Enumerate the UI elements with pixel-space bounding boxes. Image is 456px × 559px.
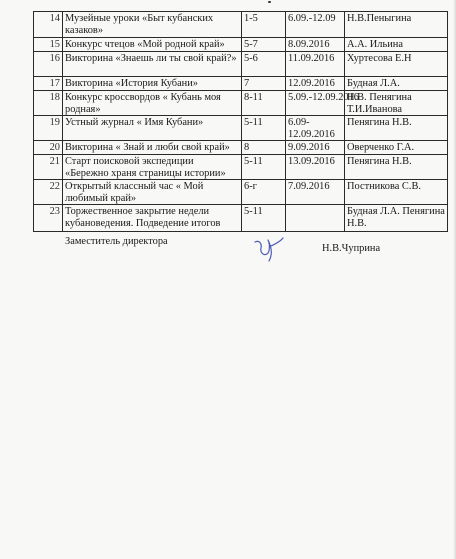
scan-speck [268, 1, 271, 3]
table-row [34, 38, 448, 52]
event-title: Викторина « Знай и люби свой край» [63, 141, 242, 155]
event-title: Викторина «История Кубани» [63, 77, 242, 91]
event-date [286, 205, 345, 232]
grade-range: 5-11 [242, 116, 286, 141]
grade-range: 5-7 [242, 38, 286, 52]
row-number: 19 [34, 116, 63, 141]
event-date: 6.09.-12.09 [286, 12, 345, 38]
row-number: 18 [34, 91, 63, 116]
table-row [34, 116, 448, 141]
table-row [34, 91, 448, 116]
event-date: 8.09.2016 [286, 38, 345, 52]
responsible-person: Пенягина Н.В. [345, 116, 448, 141]
row-number: 22 [34, 180, 63, 205]
event-title: Старт поисковой экспедиции «Бережно храня страницы истории» [63, 155, 242, 180]
grade-range: 8-11 [242, 91, 286, 116]
grade-range: 5-11 [242, 205, 286, 232]
responsible-person: А.А. Ильина [345, 38, 448, 52]
row-number: 14 [34, 12, 63, 38]
event-title: Конкурс чтецов «Мой родной край» [63, 38, 242, 52]
responsible-person: Н.В. Пенягина Т.И.Иванова [345, 91, 448, 116]
event-date: 13.09.2016 [286, 155, 345, 180]
table-row [34, 155, 448, 180]
responsible-person: Постникова С.В. [345, 180, 448, 205]
grade-range: 7 [242, 77, 286, 91]
event-title: Конкурс кроссвордов « Кубань моя родная» [63, 91, 242, 116]
row-number: 15 [34, 38, 63, 52]
grade-range: 5-11 [242, 155, 286, 180]
event-date: 9.09.2016 [286, 141, 345, 155]
table-row [34, 180, 448, 205]
table-row [34, 52, 448, 77]
table-row [34, 77, 448, 91]
signature-mark [253, 234, 285, 264]
event-date: 7.09.2016 [286, 180, 345, 205]
grade-range: 6-г [242, 180, 286, 205]
grade-range: 5-6 [242, 52, 286, 77]
table-row [34, 141, 448, 155]
row-number: 21 [34, 155, 63, 180]
responsible-person: Будная Л.А. Пенягина Н.В. [345, 205, 448, 232]
footer-position: Заместитель директора [65, 236, 168, 247]
event-date: 11.09.2016 [286, 52, 345, 77]
row-number: 16 [34, 52, 63, 77]
event-date: 6.09-12.09.2016 [286, 116, 345, 141]
responsible-person: Н.В.Пеныгина [345, 12, 448, 38]
footer-name: Н.В.Чуприна [322, 243, 381, 254]
responsible-person: Хуртесова Е.Н [345, 52, 448, 77]
event-title: Открытый классный час « Мой любимый край» [63, 180, 242, 205]
event-title: Музейные уроки «Быт кубанских казаков» [63, 12, 242, 38]
row-number: 23 [34, 205, 63, 232]
grade-range: 8 [242, 141, 286, 155]
event-title: Викторина «Знаешь ли ты свой край?» [63, 52, 242, 77]
event-title: Устный журнал « Имя Кубани» [63, 116, 242, 141]
grade-range: 1-5 [242, 12, 286, 38]
responsible-person: Будная Л.А. [345, 77, 448, 91]
events-table [33, 11, 448, 232]
event-date: 5.09.-12.09.2016 [286, 91, 345, 116]
responsible-person: Оверченко Г.А. [345, 141, 448, 155]
row-number: 20 [34, 141, 63, 155]
row-number: 17 [34, 77, 63, 91]
responsible-person: Пенягина Н.В. [345, 155, 448, 180]
event-title: Торжественное закрытие недели кубановедения. Подведение итогов [63, 205, 242, 232]
table-row [34, 205, 448, 232]
table-row [34, 12, 448, 38]
event-date: 12.09.2016 [286, 77, 345, 91]
